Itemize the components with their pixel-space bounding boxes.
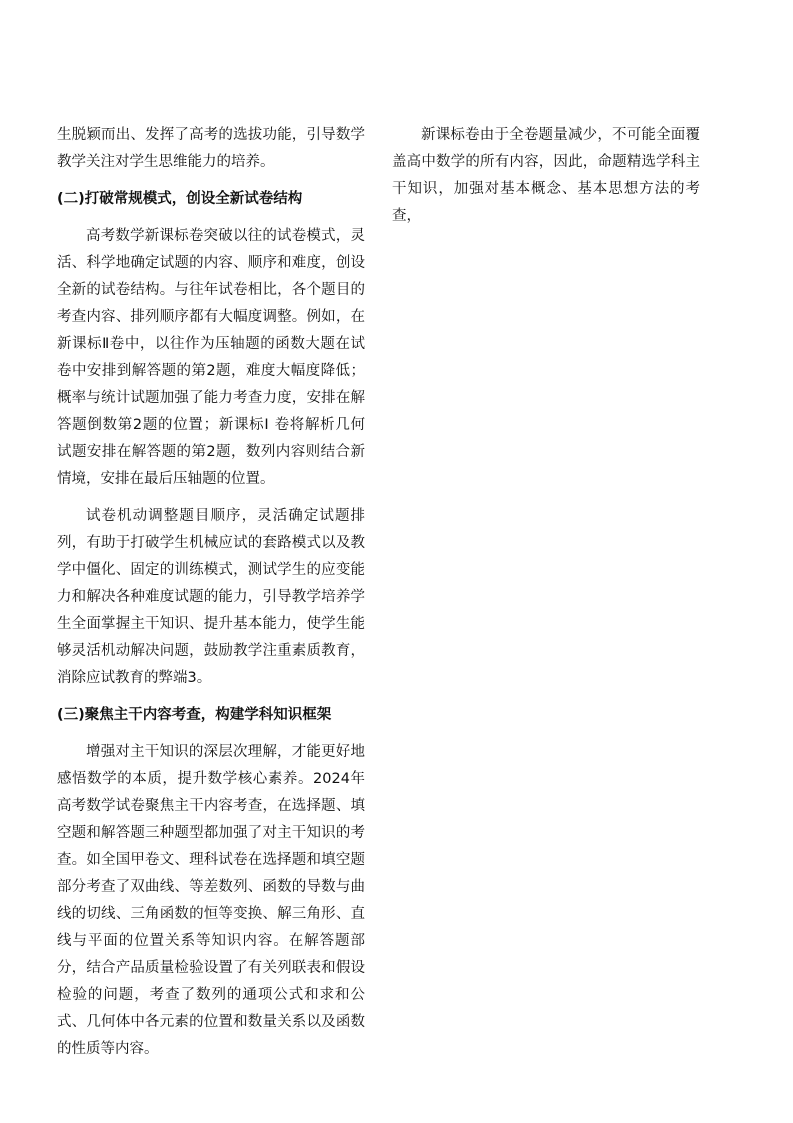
- paragraph-continued: 生脱颖而出、发挥了高考的选拔功能，引导数学教学关注对学生思维能力的培养。: [57, 127, 365, 170]
- paragraph-2a: 高考数学新课标卷突破以往的试卷模式，灵活、科学地确定试题的内容、顺序和难度，创设全新的试卷结构。与往年试卷相比，各个题目的考查内容、排列顺序都有大幅度调整。例如，在新课标Ⅱ卷中，以往作为压轴题的函数大题在试卷中安排到解答题的第2题，难度大幅度降低；概率与统计试题加强了能力考查力度，安排在解答题倒数第2题的位置；新课标Ⅰ 卷将解析几何试题安排在解答题的第2题，数列内容则结合新情境，安排在最后压轴题的位置。: [57, 228, 365, 487]
- paragraph-3a: 增强对主干知识的深层次理解，才能更好地感悟数学的本质，提升数学核心素养。2024年高考数学试卷聚焦主干内容考查，在选择题、填空题和解答题三种题型都加强了对主干知识的考查。如全国甲卷文、理科试卷在选择题和填空题部分考查了双曲线、等差数列、函数的导数与曲线的切线、三角函数的恒等变换、解三角形、直线与平面的位置关系等知识内容。在解答题部分，结合产品质量检验设置了有关列联表和假设检验的问题，考查了数列的通项公式和求和公式、几何体中各元素的位置和数量关系以及函数的性质等内容。: [57, 744, 365, 1057]
- section-heading-2: (二)打破常规模式，创设全新试卷结构: [57, 191, 303, 207]
- paragraph-2b: 试卷机动调整题目顺序，灵活确定试题排列，有助于打破学生机械应试的套路模式以及教学中僵化、固定的训练模式，测试学生的应变能力和解决各种难度试题的能力，引导教学培养学生全面掌握主干知识、提升基本能力，使学生能够灵活机动解决问题，鼓励教学注重素质教育，消除应试教育的弊端3。: [57, 508, 365, 686]
- paragraph-right-1: 新课标卷由于全卷题量减少，不可能全面覆 盖高中数学的所有内容，因此，命题精选学科主 干知识，加强对基本概念、基本思想方法的考查，: [392, 127, 715, 224]
- left-column: [57, 122, 365, 1073]
- right-column: [392, 122, 715, 240]
- section-heading-3: (三)聚焦主干内容考查，构建学科知识框架: [57, 707, 332, 723]
